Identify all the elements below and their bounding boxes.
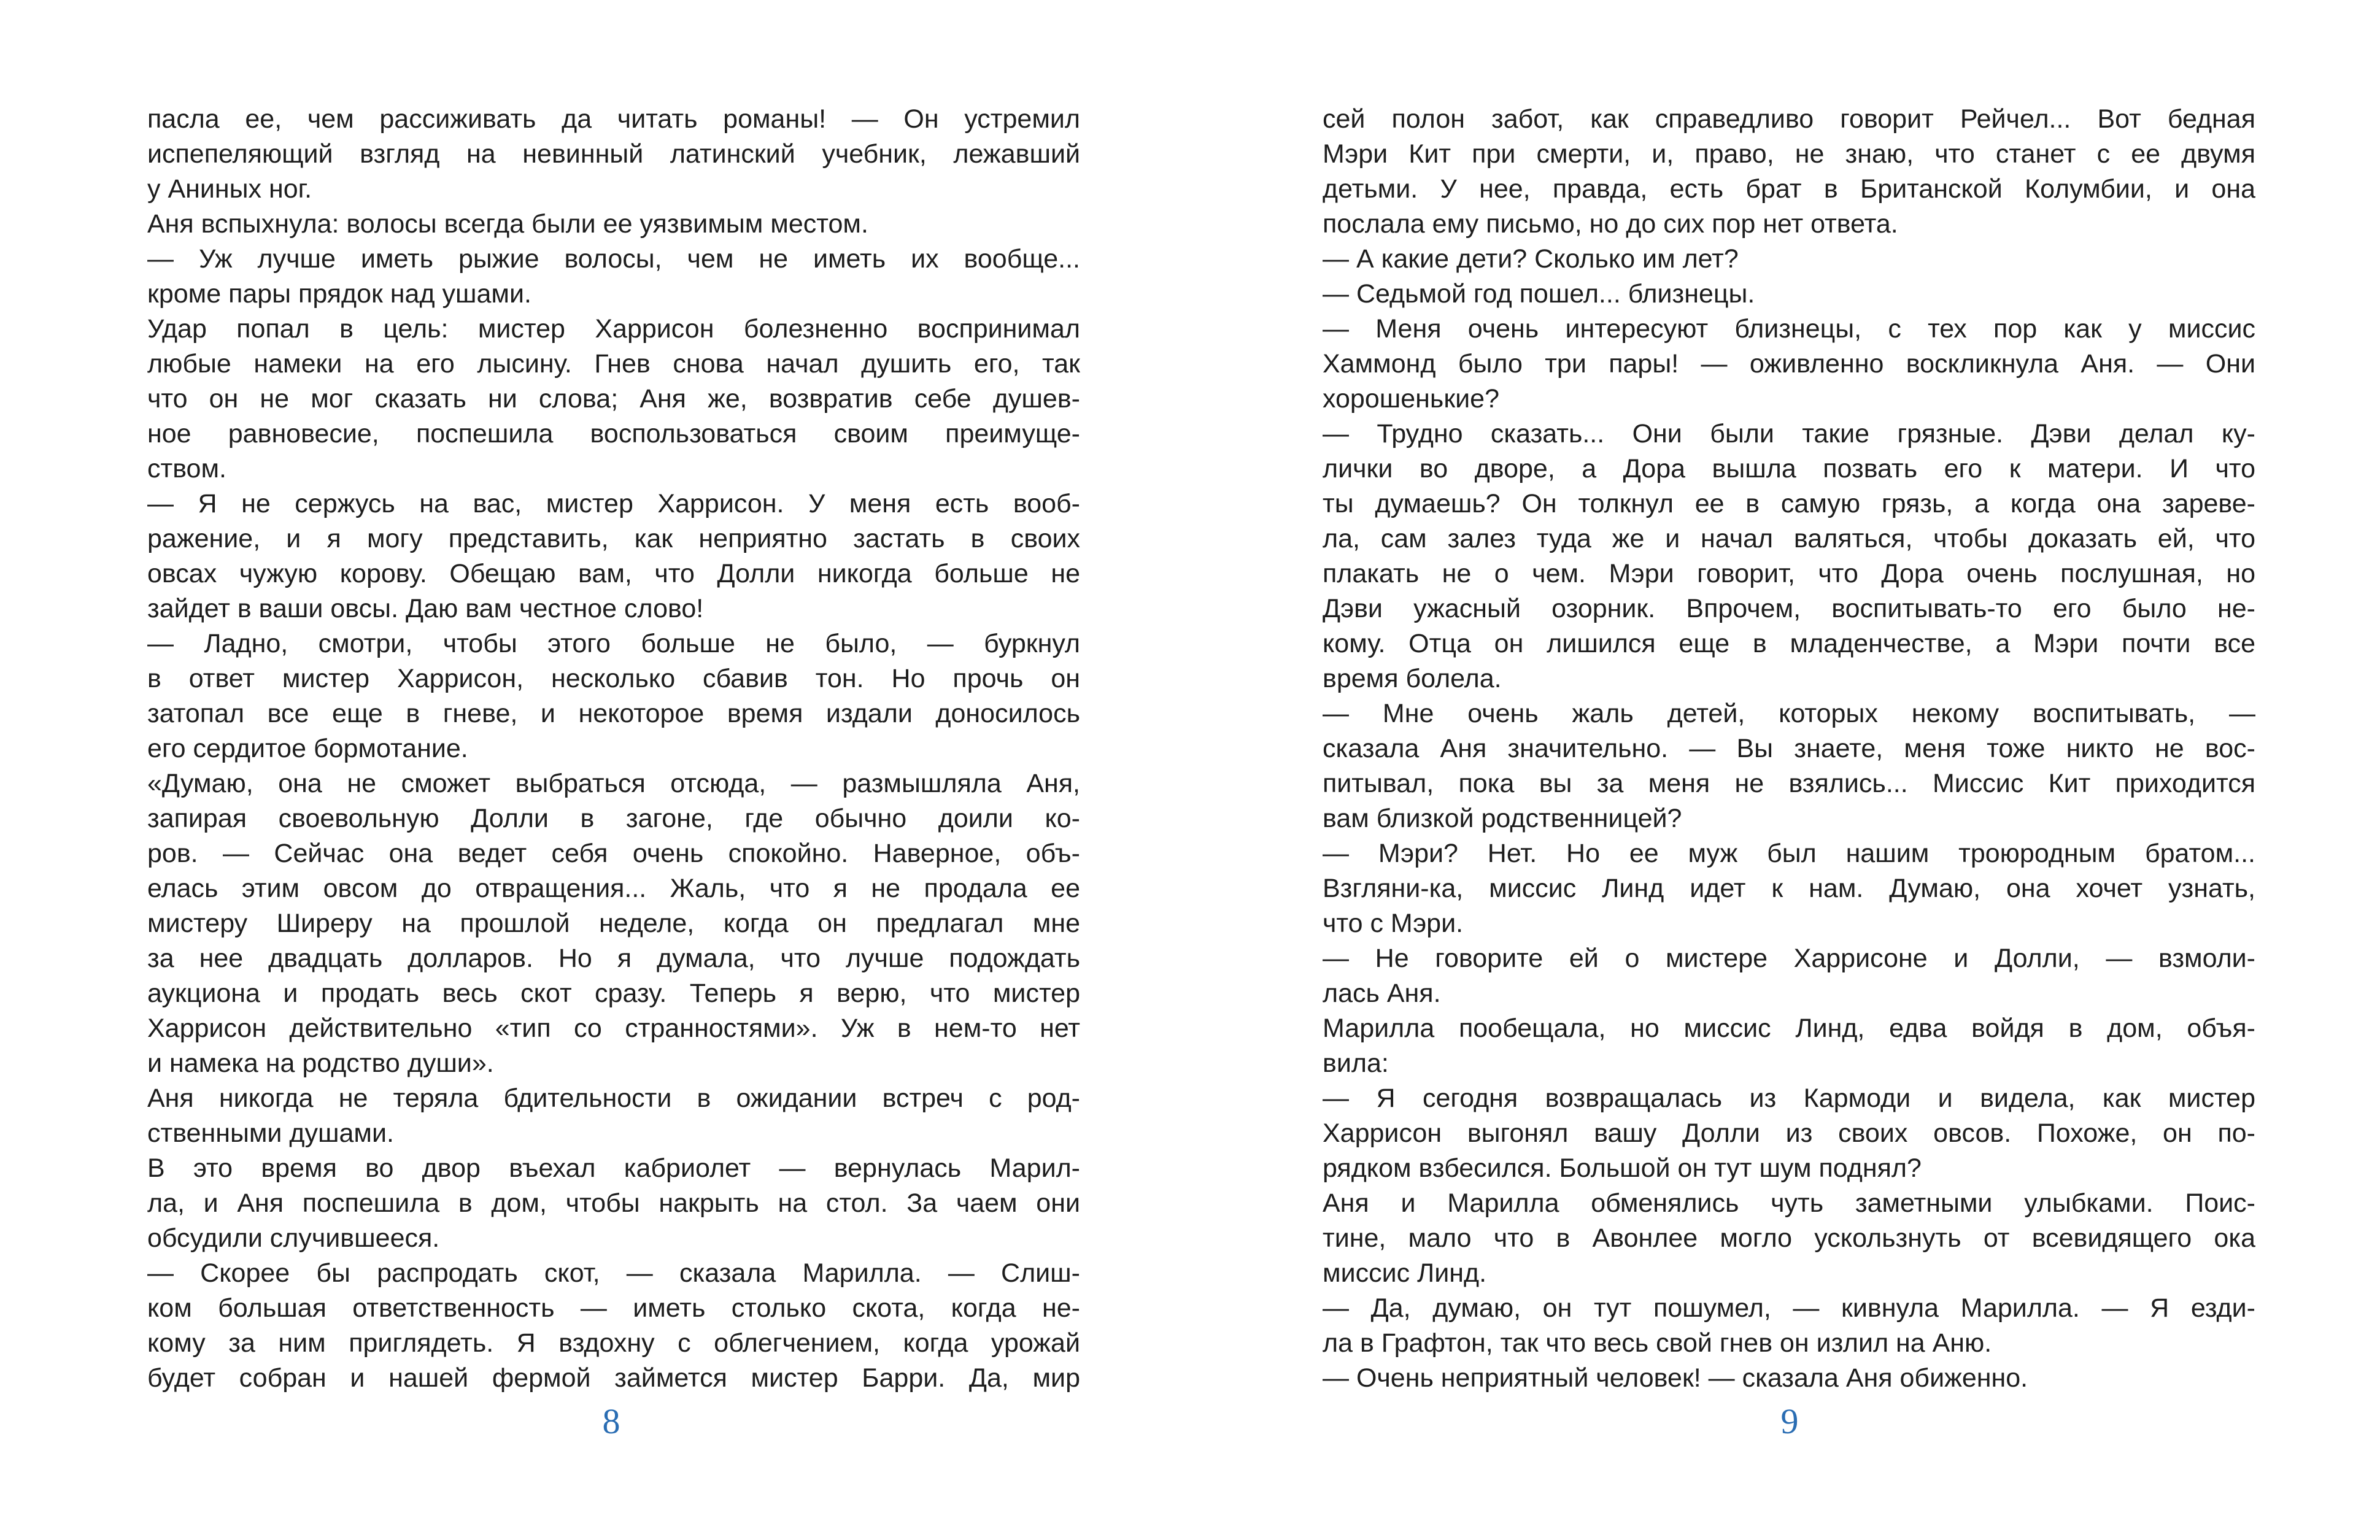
text-line: — Я сегодня возвращалась из Кармоди и видела, как мистер: [1323, 1084, 2255, 1113]
text-line: ком большая ответственность — иметь столько скота, когда не-: [147, 1293, 1080, 1323]
text-line: Марилла пообещала, но миссис Линд, едва войдя в дом, объя-: [1323, 1014, 2255, 1043]
text-line: — Да, думаю, он тут пошумел, — кивнула Марилла. — Я езди-: [1323, 1293, 2255, 1323]
text-line: тине, мало что в Авонлее могло ускользнуть от всевидящего ока: [1323, 1223, 2255, 1253]
text-line: ное равновесие, поспешила воспользоваться своим преимуще-: [147, 419, 1080, 449]
text-line: Аня и Марилла обменялись чуть заметными улыбками. Поис-: [1323, 1188, 2255, 1218]
text-line: что с Мэри.: [1323, 909, 1464, 938]
left-page-text: [147, 102, 1080, 1396]
text-line: Хаммонд было три пары! — оживленно воскликнула Аня. — Они: [1323, 349, 2255, 379]
text-line: и намека на родство души».: [147, 1049, 494, 1078]
text-line: любые намеки на его лысину. Гнев снова начал душить его, так: [147, 349, 1080, 379]
text-line: Мэри Кит при смерти, и, право, не знаю, что станет с ее двумя: [1323, 139, 2255, 169]
text-line: сказала Аня значительно. — Вы знаете, меня тоже никто не вос-: [1323, 734, 2255, 763]
text-line: овсах чужую корову. Обещаю вам, что Долли никогда больше не: [147, 559, 1080, 588]
text-line: кому. Отца он лишился еще в младенчестве, а Мэри почти все: [1323, 629, 2255, 658]
text-line: — Очень неприятный человек! — сказала Аня обиженно.: [1323, 1363, 2028, 1393]
text-line: елась этим овсом до отвращения... Жаль, что я не продала ее: [147, 874, 1080, 903]
text-line: детьми. У нее, правда, есть брат в Британской Колумбии, и она: [1323, 174, 2255, 204]
text-line: — Скорее бы распродать скот, — сказала Марилла. — Слиш-: [147, 1258, 1080, 1288]
text-line: ла, сам залез туда же и начал валяться, чтобы доказать ей, что: [1323, 524, 2255, 553]
text-line: запирая своевольную Долли в загоне, где обычно доили ко-: [147, 804, 1080, 833]
text-line: ственными душами.: [147, 1118, 394, 1148]
text-line: кроме пары прядок над ушами.: [147, 279, 531, 309]
text-line: — Уж лучше иметь рыжие волосы, чем не иметь их вообще...: [147, 244, 1080, 274]
text-line: лички во дворе, а Дора вышла позвать его к матери. И что: [1323, 454, 2255, 483]
right-page-text: [1323, 102, 2255, 1396]
text-line: ла в Графтон, так что весь свой гнев он излил на Аню.: [1323, 1328, 1992, 1358]
text-line: сей полон забот, как справедливо говорит Рейчел... Вот бедная: [1323, 104, 2255, 134]
text-line: вам близкой родственницей?: [1323, 804, 1682, 833]
text-line: вила:: [1323, 1049, 1389, 1078]
text-line: рядком взбесился. Большой он тут шум поднял?: [1323, 1153, 1922, 1183]
text-line: плакать не о чем. Мэри говорит, что Дора очень послушная, но: [1323, 559, 2255, 588]
text-line: — Седьмой год пошел... близнецы.: [1323, 279, 1755, 309]
text-line: за нее двадцать долларов. Но я думала, что лучше подождать: [147, 944, 1080, 973]
text-line: затопал все еще в гневе, и некоторое время издали доносилось: [147, 699, 1080, 728]
text-line: Удар попал в цель: мистер Харрисон болезненно воспринимал: [147, 314, 1080, 344]
text-line: мистеру Ширеру на прошлой неделе, когда он предлагал мне: [147, 909, 1080, 938]
text-line: — Мэри? Нет. Но ее муж был нашим троюродным братом...: [1323, 839, 2255, 868]
text-line: питывал, пока вы за меня не взялись... Миссис Кит приходится: [1323, 769, 2255, 798]
text-line: лась Аня.: [1323, 979, 1441, 1008]
text-line: Аня вспыхнула: волосы всегда были ее уязвимым местом.: [147, 209, 868, 239]
text-line: — Не говорите ей о мистере Харрисоне и Долли, — взмоли-: [1323, 944, 2255, 973]
text-line: что он не мог сказать ни слова; Аня же, возвратив себе душев-: [147, 384, 1080, 414]
text-line: его сердитое бормотание.: [147, 734, 468, 763]
text-line: ражение, и я могу представить, как неприятно застать в своих: [147, 524, 1080, 553]
text-line: Дэви ужасный озорник. Впрочем, воспитывать-то его было не-: [1323, 594, 2255, 623]
text-line: В это время во двор въехал кабриолет — вернулась Марил-: [147, 1153, 1080, 1183]
text-line: — Ладно, смотри, чтобы этого больше не было, — буркнул: [147, 629, 1080, 658]
text-line: Харрисон выгонял вашу Долли из своих овсов. Похоже, он по-: [1323, 1118, 2255, 1148]
text-line: — Я не сержусь на вас, мистер Харрисон. У меня есть вооб-: [147, 489, 1080, 518]
text-line: ла, и Аня поспешила в дом, чтобы накрыть на стол. За чаем они: [147, 1188, 1080, 1218]
text-line: у Аниных ног.: [147, 174, 312, 204]
right-page-number: 9: [1780, 1401, 1799, 1441]
text-line: — Трудно сказать... Они были такие грязные. Дэви делал ку-: [1323, 419, 2255, 449]
text-line: будет собран и нашей фермой займется мистер Барри. Да, мир: [147, 1363, 1080, 1393]
text-line: хорошенькие?: [1323, 384, 1499, 414]
text-line: послала ему письмо, но до сих пор нет ответа.: [1323, 209, 1898, 239]
text-line: зайдет в ваши овсы. Даю вам честное слово!: [147, 594, 704, 623]
text-line: ров. — Сейчас она ведет себя очень спокойно. Наверное, объ-: [147, 839, 1080, 868]
left-page-number: 8: [602, 1401, 620, 1441]
text-line: кому за ним приглядеть. Я вздохну с облегчением, когда урожай: [147, 1328, 1080, 1358]
text-line: время болела.: [1323, 664, 1502, 693]
text-line: Аня никогда не теряла бдительности в ожидании встреч с род-: [147, 1084, 1080, 1113]
text-line: «Думаю, она не сможет выбраться отсюда, — размышляла Аня,: [147, 769, 1080, 798]
text-line: Взгляни-ка, миссис Линд идет к нам. Думаю, она хочет узнать,: [1323, 874, 2255, 903]
text-line: в ответ мистер Харрисон, несколько сбавив тон. Но прочь он: [147, 664, 1080, 693]
text-line: ством.: [147, 454, 226, 483]
text-line: Харрисон действительно «тип со странностями». Уж в нем-то нет: [147, 1014, 1080, 1043]
text-line: — А какие дети? Сколько им лет?: [1323, 244, 1739, 274]
text-line: — Мне очень жаль детей, которых некому воспитывать, —: [1323, 699, 2255, 728]
text-line: — Меня очень интересуют близнецы, с тех пор как у миссис: [1323, 314, 2255, 344]
text-line: аукциона и продать весь скот сразу. Теперь я верю, что мистер: [147, 979, 1080, 1008]
text-line: испепеляющий взгляд на невинный латинский учебник, лежавший: [147, 139, 1080, 169]
text-line: обсудили случившееся.: [147, 1223, 440, 1253]
text-line: пасла ее, чем рассиживать да читать романы! — Он устремил: [147, 104, 1080, 134]
text-line: миссис Линд.: [1323, 1258, 1487, 1288]
text-line: ты думаешь? Он толкнул ее в самую грязь, а когда она зареве-: [1323, 489, 2255, 518]
